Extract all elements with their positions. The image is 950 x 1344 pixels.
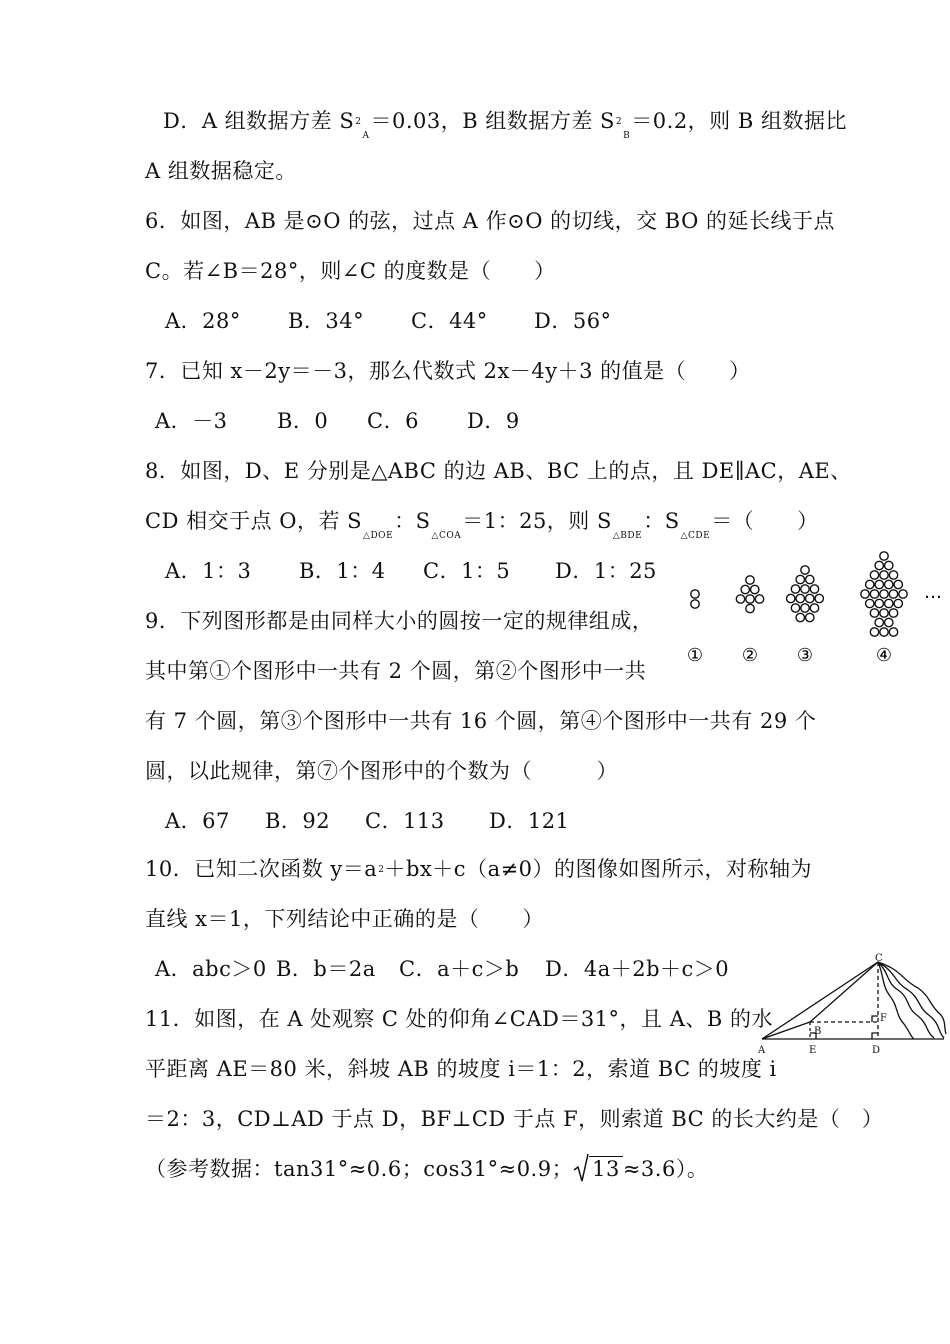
pattern-circle [880, 628, 888, 636]
mountain-contour-4 [878, 962, 914, 1039]
figure-label-3: ③ [796, 645, 814, 666]
sqrt-symbol [573, 1156, 623, 1182]
q8-sub-doe: △DOE [363, 531, 394, 541]
q9-stem-line3: 有 7 个圆，第③个图形中一共有 16 个圆，第④个图形中一共有 29 个 [145, 709, 817, 733]
pattern-circle [885, 618, 893, 626]
pattern-circle [791, 585, 799, 593]
q6-option-b: B．34° [288, 309, 365, 333]
q8-option-d: D．1：25 [555, 559, 657, 583]
q10-option-d: D．4a＋2b＋c＞0 [545, 957, 730, 981]
pattern-circle [870, 571, 878, 579]
label-e: E [809, 1045, 817, 1056]
pattern-circle [741, 585, 749, 593]
pattern-circle [806, 575, 814, 583]
pattern-circle [880, 609, 888, 617]
q10-option-b: B．b＝2a [276, 957, 376, 981]
q5-option-d-line2: A 组数据稳定。 [145, 159, 297, 183]
pattern-circle [870, 609, 878, 617]
q11-ref-text-b: ≈3.6）。 [622, 1157, 709, 1181]
q5d-sup-b: 2 [615, 117, 623, 127]
q11-stem-line3: ＝2：3，CD⊥AD 于点 D，BF⊥CD 于点 F，则索道 BC 的长大约是（ ） [145, 1107, 884, 1131]
pattern-circle [861, 590, 869, 598]
q8-option-b: B．1：4 [299, 559, 386, 583]
label-a: A [758, 1045, 766, 1056]
pattern-circle [870, 628, 878, 636]
pattern-circle [806, 594, 814, 602]
pattern-circle [796, 594, 804, 602]
mountain-contour-2 [878, 962, 944, 1038]
q9-option-c: C．113 [365, 809, 445, 833]
q9-stem-line4: 圆，以此规律，第⑦个图形中的个数为（ ） [145, 759, 618, 783]
q11-ref-text-a: （参考数据：tan31°≈0.6；cos31°≈0.9； [145, 1157, 574, 1181]
q6-stem-line2: C。若∠B＝28°，则∠C 的度数是（ ） [145, 259, 556, 283]
pattern-circle [810, 604, 818, 612]
q7-option-d: D．9 [467, 409, 520, 433]
pattern-circle [894, 580, 902, 588]
q8-sub-bde: △BDE [612, 531, 643, 541]
label-f: F [880, 1013, 887, 1024]
q5d-sub-a: A [362, 131, 370, 141]
q6-option-a: A．28° [165, 309, 241, 333]
q7-options [155, 408, 520, 434]
pattern-circle [801, 604, 809, 612]
pattern-circle [880, 571, 888, 579]
figure-label-1: ① [686, 645, 704, 666]
q11-stem-line1: 11．如图，在 A 处观察 C 处的仰角∠CAD＝31°，且 A、B 的水 [145, 1007, 773, 1031]
pattern-circle [746, 595, 754, 603]
figure-label-2: ② [741, 645, 759, 666]
pattern-circle [736, 595, 744, 603]
slope-ab [762, 1022, 810, 1039]
pattern-circle [746, 604, 754, 612]
q10-stem-line2: 直线 x＝1，下列结论中正确的是（ ） [145, 907, 544, 931]
pattern-circle [889, 571, 897, 579]
q7-option-c: C．6 [367, 409, 419, 433]
q10-text-b: ＋bx＋c（a≠0）的图像如图所示，对称轴为 [384, 857, 813, 881]
q9-options [165, 808, 569, 834]
q8-text-b: ：S [394, 509, 431, 533]
pattern-circle [875, 599, 883, 607]
pattern-circle [885, 599, 893, 607]
pattern-circle [889, 590, 897, 598]
pattern-circle [885, 580, 893, 588]
q10-text-a: 10．已知二次函数 y＝a [145, 857, 378, 881]
q5d-sup-a: 2 [355, 117, 362, 127]
pattern-circle [810, 585, 818, 593]
q8-stem-line2 [145, 508, 819, 539]
q10-option-a: A．abc＞0 [155, 957, 267, 981]
pattern-circle [866, 599, 874, 607]
q8-options [165, 558, 657, 584]
q8-option-c: C．1：5 [423, 559, 511, 583]
pattern-circle [875, 561, 883, 569]
q7-stem: 7．已知 x－2y＝－3，那么代数式 2x－4y＋3 的值是（ ） [145, 359, 751, 383]
label-c: C [875, 953, 883, 964]
q8-text-a: CD 相交于点 O，若 S [145, 509, 363, 533]
q8-text-e: ＝（ ） [711, 509, 819, 533]
pattern-circle [755, 595, 763, 603]
pattern-circle [691, 590, 699, 598]
pattern-circle [796, 613, 804, 621]
radical-sign-icon [573, 1153, 589, 1183]
pattern-circle [875, 618, 883, 626]
pattern-circle [791, 604, 799, 612]
q9-option-a: A．67 [165, 809, 230, 833]
right-angle-f [872, 1016, 878, 1022]
q8-sub-coa: △COA [431, 531, 462, 541]
pattern-circle [815, 594, 823, 602]
pattern-circle [691, 600, 699, 608]
right-angle-d [872, 1033, 878, 1039]
q9-option-d: D．121 [489, 809, 570, 833]
q6-option-d: D．56° [534, 309, 612, 333]
q5-option-d-line1 [163, 108, 847, 139]
pattern-circle [801, 585, 809, 593]
q8-text-c: ＝1：25，则 S [462, 509, 612, 533]
q6-stem-line1: 6．如图，AB 是⊙O 的弦，过点 A 作⊙O 的切线，交 BO 的延长线于点 [145, 209, 836, 233]
q10-options [155, 956, 729, 982]
pattern-circle [746, 576, 754, 584]
pattern-circle [866, 580, 874, 588]
figure-label-4: ④ [875, 645, 893, 666]
pattern-circle [889, 609, 897, 617]
ropeway-slope-figure [758, 952, 948, 1062]
q7-option-b: B．0 [277, 409, 329, 433]
pattern-circle [894, 599, 902, 607]
q8-text-d: ：S [643, 509, 680, 533]
q7-option-a: A．－3 [155, 409, 228, 433]
q11-stem-line4 [145, 1156, 708, 1182]
q9-stem-line2: 其中第①个图形中一共有 2 个圆，第②个图形中一共 [145, 659, 647, 683]
pattern-circle [880, 590, 888, 598]
pattern-circle [889, 628, 897, 636]
pattern-circle [880, 552, 888, 560]
q5d-text-b: ＝0.03，B 组数据方差 S [370, 109, 615, 133]
pattern-circle [801, 566, 809, 574]
pattern-circle [796, 575, 804, 583]
pattern-circle [787, 594, 795, 602]
label-b: B [814, 1026, 822, 1037]
figure-ellipsis: … [924, 582, 942, 603]
q9-option-b: B．92 [265, 809, 331, 833]
q6-options [165, 308, 612, 334]
pattern-circle [899, 590, 907, 598]
ropeway-bc [810, 962, 878, 1022]
circle-pattern-figure [680, 548, 948, 670]
circle-pattern-circles [691, 552, 907, 636]
q5d-sub-b: B [623, 131, 631, 141]
q10-stem-line1 [145, 856, 812, 887]
q10-sup: 2 [378, 865, 385, 875]
q8-sub-cde: △CDE [680, 531, 711, 541]
q8-option-a: A．1：3 [165, 559, 252, 583]
sqrt-radicand: 13 [589, 1156, 623, 1181]
q10-option-c: C．a＋c＞b [399, 957, 520, 981]
q5d-text-c: ＝0.2，则 B 组数据比 [631, 109, 847, 133]
pattern-circle [870, 590, 878, 598]
pattern-circle [875, 580, 883, 588]
pattern-circle [806, 613, 814, 621]
q8-stem-line1: 8．如图，D、E 分别是△ABC 的边 AB、BC 上的点，且 DE∥AC，AE、 [145, 459, 852, 483]
pattern-circle [885, 561, 893, 569]
q6-option-c: C．44° [411, 309, 488, 333]
q5d-text-a: D．A 组数据方差 S [163, 109, 355, 133]
q11-stem-line2: 平距离 AE＝80 米，斜坡 AB 的坡度 i＝1：2，索道 BC 的坡度 i [145, 1057, 777, 1081]
pattern-circle [751, 585, 759, 593]
q9-stem-line1: 9．下列图形都是由同样大小的圆按一定的规律组成， [145, 609, 654, 633]
label-d: D [872, 1045, 881, 1056]
